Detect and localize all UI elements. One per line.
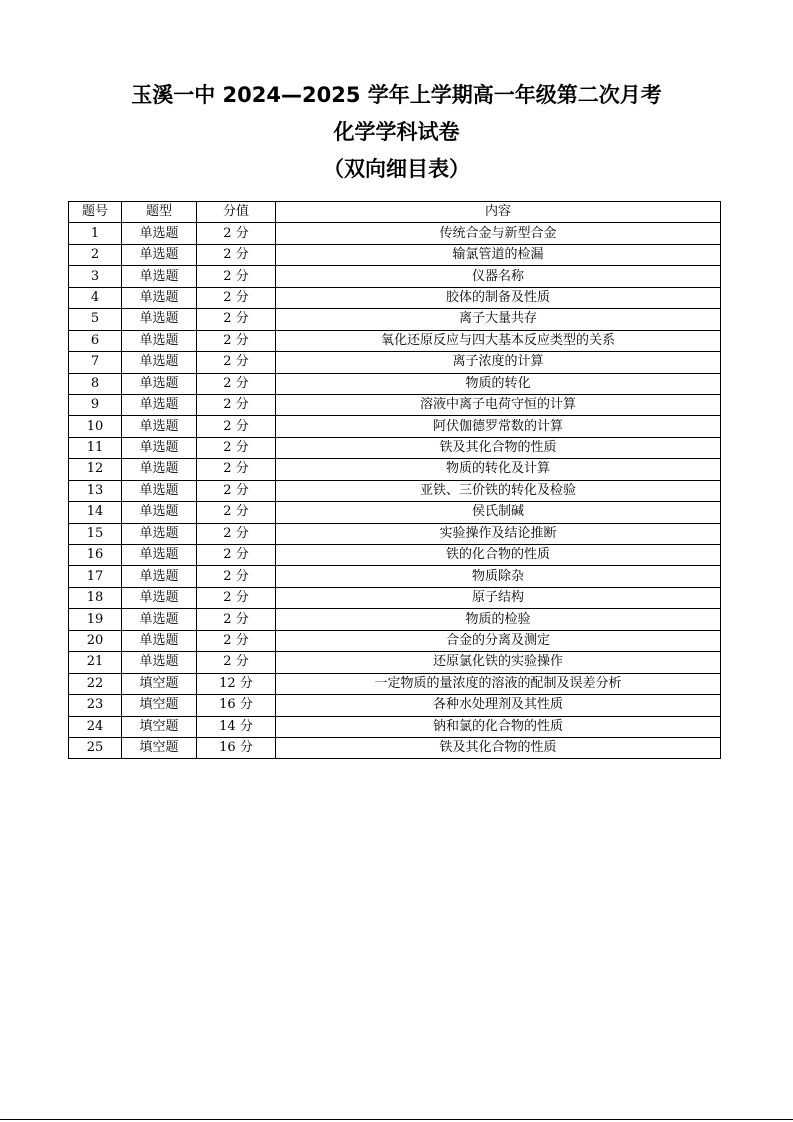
- question-type-cell: 单选题: [122, 502, 197, 523]
- question-type-cell: 单选题: [122, 330, 197, 351]
- question-type-cell: 单选题: [122, 373, 197, 394]
- table-row: [69, 630, 721, 651]
- content-cell: 物质的检验: [276, 609, 721, 630]
- question-number-cell: 5: [69, 309, 122, 330]
- table-row: [69, 394, 721, 415]
- question-type-cell: 单选题: [122, 416, 197, 437]
- question-type-cell: 单选题: [122, 587, 197, 608]
- content-cell: 铁的化合物的性质: [276, 545, 721, 566]
- table-row: [69, 587, 721, 608]
- content-cell: 一定物质的量浓度的溶液的配制及误差分析: [276, 673, 721, 694]
- question-number-cell: 1: [69, 223, 122, 244]
- content-cell: 氧化还原反应与四大基本反应类型的关系: [276, 330, 721, 351]
- score-cell: 2 分: [197, 609, 276, 630]
- question-number-cell: 25: [69, 737, 122, 758]
- question-type-cell: 单选题: [122, 223, 197, 244]
- table-row: [69, 716, 721, 737]
- score-cell: 2 分: [197, 330, 276, 351]
- question-type-cell: 单选题: [122, 523, 197, 544]
- question-type-cell: 单选题: [122, 630, 197, 651]
- question-type-cell: 填空题: [122, 695, 197, 716]
- question-number-cell: 17: [69, 566, 122, 587]
- question-type-cell: 单选题: [122, 545, 197, 566]
- content-cell: 离子大量共存: [276, 309, 721, 330]
- table-row: [69, 695, 721, 716]
- page-bottom-rule: [0, 1119, 793, 1120]
- title-line-subject: 化学学科试卷: [333, 120, 460, 144]
- content-cell: 钠和氯的化合物的性质: [276, 716, 721, 737]
- header-question-number: 题号: [69, 202, 122, 223]
- table-row: [69, 244, 721, 265]
- content-cell: 合金的分离及测定: [276, 630, 721, 651]
- content-cell: 物质的转化及计算: [276, 459, 721, 480]
- score-cell: 2 分: [197, 437, 276, 458]
- table-header-row: [69, 202, 721, 223]
- question-number-cell: 11: [69, 437, 122, 458]
- score-cell: 2 分: [197, 266, 276, 287]
- question-number-cell: 19: [69, 609, 122, 630]
- score-cell: 2 分: [197, 587, 276, 608]
- header-question-type: 题型: [122, 202, 197, 223]
- question-number-cell: 15: [69, 523, 122, 544]
- content-cell: 实验操作及结论推断: [276, 523, 721, 544]
- content-cell: 各种水处理剂及其性质: [276, 695, 721, 716]
- header-score: 分值: [197, 202, 276, 223]
- content-cell: 原子结构: [276, 587, 721, 608]
- content-cell: 仪器名称: [276, 266, 721, 287]
- table-row: [69, 416, 721, 437]
- question-number-cell: 14: [69, 502, 122, 523]
- table-row: [69, 566, 721, 587]
- question-type-cell: 单选题: [122, 437, 197, 458]
- table-row: [69, 266, 721, 287]
- table-row: [69, 480, 721, 501]
- score-cell: 2 分: [197, 373, 276, 394]
- question-type-cell: 单选题: [122, 352, 197, 373]
- score-cell: 2 分: [197, 287, 276, 308]
- question-type-cell: 单选题: [122, 287, 197, 308]
- content-cell: 铁及其化合物的性质: [276, 437, 721, 458]
- question-number-cell: 4: [69, 287, 122, 308]
- score-cell: 12 分: [197, 673, 276, 694]
- question-type-cell: 单选题: [122, 652, 197, 673]
- score-cell: 2 分: [197, 223, 276, 244]
- question-type-cell: 单选题: [122, 459, 197, 480]
- content-cell: 传统合金与新型合金: [276, 223, 721, 244]
- table-row: [69, 523, 721, 544]
- question-type-cell: 填空题: [122, 673, 197, 694]
- table-row: [69, 652, 721, 673]
- title-line-school-exam: 玉溪一中 2024—2025 学年上学期高一年级第二次月考: [131, 83, 662, 107]
- score-cell: 2 分: [197, 545, 276, 566]
- table-row: [69, 373, 721, 394]
- specification-table: [68, 201, 721, 759]
- table-row: [69, 545, 721, 566]
- question-number-cell: 10: [69, 416, 122, 437]
- question-type-cell: 单选题: [122, 566, 197, 587]
- score-cell: 2 分: [197, 502, 276, 523]
- question-type-cell: 单选题: [122, 309, 197, 330]
- table-row: [69, 309, 721, 330]
- question-number-cell: 12: [69, 459, 122, 480]
- score-cell: 2 分: [197, 416, 276, 437]
- content-cell: 铁及其化合物的性质: [276, 737, 721, 758]
- table-row: [69, 502, 721, 523]
- document-title: [0, 78, 793, 189]
- question-number-cell: 20: [69, 630, 122, 651]
- table-row: [69, 352, 721, 373]
- question-type-cell: 单选题: [122, 394, 197, 415]
- score-cell: 2 分: [197, 523, 276, 544]
- question-type-cell: 单选题: [122, 266, 197, 287]
- score-cell: 2 分: [197, 309, 276, 330]
- content-cell: 物质的转化: [276, 373, 721, 394]
- table-row: [69, 673, 721, 694]
- question-number-cell: 9: [69, 394, 122, 415]
- question-number-cell: 23: [69, 695, 122, 716]
- table-row: [69, 737, 721, 758]
- score-cell: 2 分: [197, 459, 276, 480]
- question-number-cell: 24: [69, 716, 122, 737]
- content-cell: 阿伏伽德罗常数的计算: [276, 416, 721, 437]
- question-number-cell: 3: [69, 266, 122, 287]
- score-cell: 2 分: [197, 352, 276, 373]
- question-type-cell: 填空题: [122, 737, 197, 758]
- content-cell: 输氯管道的检漏: [276, 244, 721, 265]
- content-cell: 溶液中离子电荷守恒的计算: [276, 394, 721, 415]
- content-cell: 亚铁、三价铁的转化及检验: [276, 480, 721, 501]
- table-row: [69, 609, 721, 630]
- content-cell: 还原氯化铁的实验操作: [276, 652, 721, 673]
- question-type-cell: 单选题: [122, 244, 197, 265]
- question-type-cell: 单选题: [122, 609, 197, 630]
- question-number-cell: 2: [69, 244, 122, 265]
- header-content: 内容: [276, 202, 721, 223]
- score-cell: 16 分: [197, 695, 276, 716]
- question-number-cell: 22: [69, 673, 122, 694]
- score-cell: 16 分: [197, 737, 276, 758]
- table-row: [69, 223, 721, 244]
- content-cell: 离子浓度的计算: [276, 352, 721, 373]
- table-row: [69, 330, 721, 351]
- title-line-table-name: （双向细目表）: [323, 157, 470, 181]
- score-cell: 14 分: [197, 716, 276, 737]
- question-number-cell: 6: [69, 330, 122, 351]
- question-number-cell: 7: [69, 352, 122, 373]
- score-cell: 2 分: [197, 244, 276, 265]
- table-row: [69, 459, 721, 480]
- question-number-cell: 8: [69, 373, 122, 394]
- table-row: [69, 437, 721, 458]
- question-type-cell: 填空题: [122, 716, 197, 737]
- score-cell: 2 分: [197, 480, 276, 501]
- score-cell: 2 分: [197, 652, 276, 673]
- table-row: [69, 287, 721, 308]
- score-cell: 2 分: [197, 566, 276, 587]
- table-body: [69, 223, 721, 759]
- score-cell: 2 分: [197, 394, 276, 415]
- content-cell: 胶体的制备及性质: [276, 287, 721, 308]
- score-cell: 2 分: [197, 630, 276, 651]
- question-number-cell: 16: [69, 545, 122, 566]
- content-cell: 侯氏制碱: [276, 502, 721, 523]
- content-cell: 物质除杂: [276, 566, 721, 587]
- question-type-cell: 单选题: [122, 480, 197, 501]
- question-number-cell: 18: [69, 587, 122, 608]
- question-number-cell: 13: [69, 480, 122, 501]
- question-number-cell: 21: [69, 652, 122, 673]
